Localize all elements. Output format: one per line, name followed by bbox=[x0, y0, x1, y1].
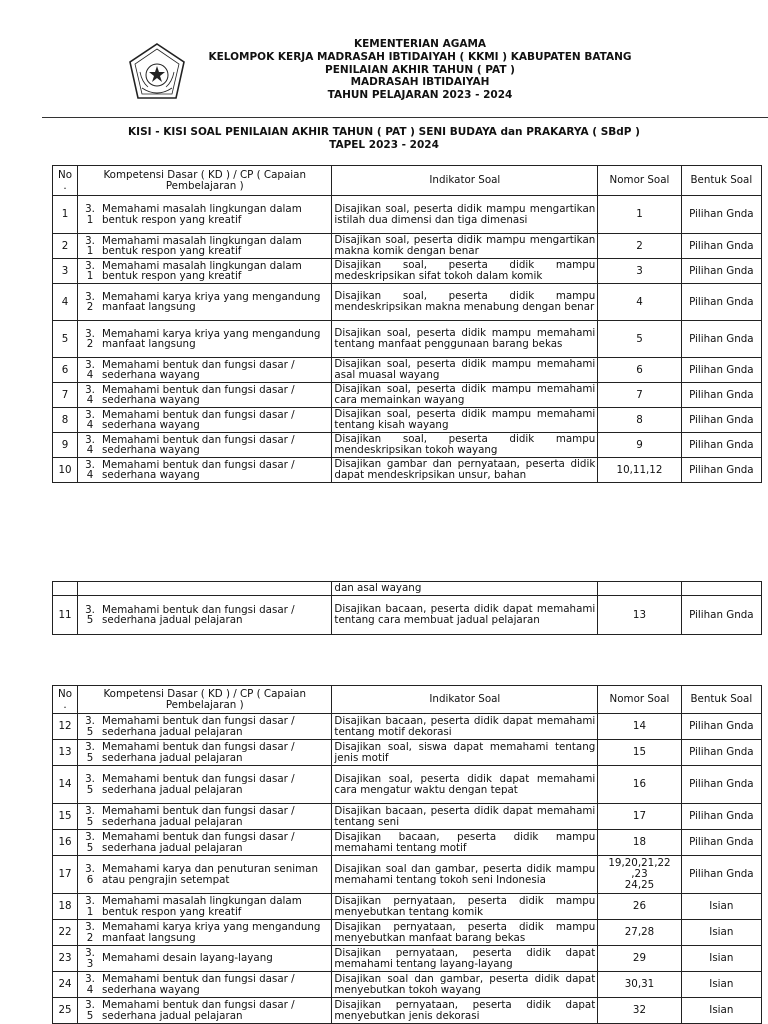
letterhead-line: PENILAIAN AKHIR TAHUN ( PAT ) bbox=[325, 63, 515, 76]
competency-cell bbox=[78, 946, 332, 972]
competency-wrap bbox=[80, 716, 329, 737]
indicator-cell: Disajikan soal dan gambar, peserta didik dapat menyebutkan tokoh wayang bbox=[332, 972, 598, 998]
question-type-cell: Pilihan Gnda bbox=[681, 458, 761, 483]
question-number-cell: 3 bbox=[598, 259, 681, 284]
competency-text: Memahami bentuk dan fungsi dasar / sederhana jadual pelajaran bbox=[102, 773, 295, 796]
question-number-cell: 27,28 bbox=[598, 920, 681, 946]
competency-wrap bbox=[80, 896, 329, 917]
column-header-indikator: Indikator Soal bbox=[332, 166, 598, 196]
indicator-cell: Disajikan soal, peserta didik mampu mengartikan istilah dua dimensi dan tiga dimenasi bbox=[332, 196, 598, 234]
row-number: 22 bbox=[53, 920, 78, 946]
competency-wrap bbox=[80, 774, 329, 795]
competency-text: Memahami bentuk dan fungsi dasar / sederhana wayang bbox=[102, 973, 295, 996]
competency-code: 3. 5 bbox=[85, 715, 95, 738]
table-row bbox=[53, 358, 762, 383]
indicator-cell: Disajikan soal, peserta didik mampu memahami tentang kisah wayang bbox=[332, 408, 598, 433]
competency-cell bbox=[78, 358, 332, 383]
question-type-cell: Pilihan Gnda bbox=[681, 766, 761, 804]
table-row bbox=[53, 856, 762, 894]
column-header-kd: Kompetensi Dasar ( KD ) / CP ( Capaian Pembelajaran ) bbox=[78, 686, 332, 714]
competency-text: Memahami bentuk dan fungsi dasar / sederhana jadual pelajaran bbox=[102, 715, 295, 738]
row-number: 17 bbox=[53, 856, 78, 894]
row-number: 10 bbox=[53, 458, 78, 483]
document-title-line: KISI - KISI SOAL PENILAIAN AKHIR TAHUN ( PAT ) SENI BUDAYA dan PRAKARYA ( SBdP ) bbox=[128, 126, 640, 138]
question-type-cell: Pilihan Gnda bbox=[681, 596, 761, 635]
table-header-row bbox=[53, 686, 762, 714]
question-number-cell: 26 bbox=[598, 894, 681, 920]
row-number: 11 bbox=[53, 596, 78, 635]
competency-cell bbox=[78, 920, 332, 946]
question-number-cell: 29 bbox=[598, 946, 681, 972]
indicator-cell: Disajikan soal, peserta didik mampu mengartikan makna komik dengan benar bbox=[332, 234, 598, 259]
table-row bbox=[53, 766, 762, 804]
question-type-cell: Pilihan Gnda bbox=[681, 830, 761, 856]
competency-cell bbox=[78, 196, 332, 234]
competency-wrap bbox=[80, 261, 329, 282]
row-number: 1 bbox=[53, 196, 78, 234]
letterhead-line: MADRASAH IBTIDAIYAH bbox=[350, 76, 490, 89]
competency-text: Memahami masalah lingkungan dalam bentuk respon yang kreatif bbox=[102, 259, 302, 282]
row-number bbox=[53, 582, 78, 596]
table-row bbox=[53, 408, 762, 433]
letterhead bbox=[0, 38, 768, 118]
competency-wrap bbox=[80, 864, 329, 885]
competency-code: 3. 4 bbox=[85, 408, 95, 431]
question-type-cell bbox=[681, 582, 761, 596]
competency-wrap bbox=[80, 742, 329, 763]
letterhead-line: KEMENTERIAN AGAMA bbox=[353, 38, 487, 50]
competency-code: 3. 4 bbox=[85, 383, 95, 406]
column-header-no: No . bbox=[53, 166, 78, 196]
competency-code: 3. 5 bbox=[85, 805, 95, 828]
competency-text: Memahami bentuk dan fungsi dasar / sederhana jadual pelajaran bbox=[102, 805, 295, 828]
competency-text: Memahami bentuk dan fungsi dasar / sederhana wayang bbox=[102, 383, 295, 406]
question-type-cell: Pilihan Gnda bbox=[681, 383, 761, 408]
competency-text: Memahami masalah lingkungan dalam bentuk respon yang kreatif bbox=[102, 203, 302, 226]
competency-cell bbox=[78, 234, 332, 259]
question-type-cell: Pilihan Gnda bbox=[681, 433, 761, 458]
question-type-cell: Pilihan Gnda bbox=[681, 284, 761, 321]
letterhead-divider bbox=[42, 117, 768, 118]
indicator-cell: Disajikan soal dan gambar, peserta didik mampu memahami tentang tokoh seni Indonesia bbox=[332, 856, 598, 894]
question-number-cell: 17 bbox=[598, 804, 681, 830]
row-number: 6 bbox=[53, 358, 78, 383]
row-number: 16 bbox=[53, 830, 78, 856]
competency-wrap bbox=[80, 460, 329, 481]
competency-text: Memahami bentuk dan fungsi dasar / sederhana wayang bbox=[102, 458, 295, 481]
document-subtitle-line: TAPEL 2023 - 2024 bbox=[329, 138, 439, 151]
question-type-cell: Pilihan Gnda bbox=[681, 714, 761, 740]
row-number: 4 bbox=[53, 284, 78, 321]
question-type-cell: Isian bbox=[681, 998, 761, 1024]
competency-code: 3. 5 bbox=[85, 603, 95, 626]
table-row bbox=[53, 714, 762, 740]
column-header-kd: Kompetensi Dasar ( KD ) / CP ( Capaian Pembelajaran ) bbox=[78, 166, 332, 196]
row-number: 15 bbox=[53, 804, 78, 830]
indicator-cell: Disajikan soal, peserta didik mampu memahami cara memainkan wayang bbox=[332, 383, 598, 408]
competency-wrap bbox=[80, 832, 329, 853]
row-number: 2 bbox=[53, 234, 78, 259]
competency-wrap bbox=[80, 360, 329, 381]
row-number: 9 bbox=[53, 433, 78, 458]
competency-cell bbox=[78, 408, 332, 433]
row-number: 8 bbox=[53, 408, 78, 433]
competency-wrap bbox=[80, 1000, 329, 1021]
table-row bbox=[53, 383, 762, 408]
competency-text: Memahami bentuk dan fungsi dasar / sederhana wayang bbox=[102, 408, 295, 431]
question-type-cell: Isian bbox=[681, 972, 761, 998]
indicator-cell: Disajikan soal, siswa dapat memahami tentang jenis motif bbox=[332, 740, 598, 766]
table-row bbox=[53, 259, 762, 284]
question-number-cell: 8 bbox=[598, 408, 681, 433]
competency-cell bbox=[78, 894, 332, 920]
indicator-cell: Disajikan bacaan, peserta didik dapat memahami tentang seni bbox=[332, 804, 598, 830]
column-header-bentuk: Bentuk Soal bbox=[681, 686, 761, 714]
table-row bbox=[53, 972, 762, 998]
table-row bbox=[53, 582, 762, 596]
question-number-cell bbox=[598, 582, 681, 596]
row-number: 12 bbox=[53, 714, 78, 740]
column-header-no: No . bbox=[53, 686, 78, 714]
competency-wrap bbox=[80, 806, 329, 827]
question-number-cell: 15 bbox=[598, 740, 681, 766]
column-header-bentuk: Bentuk Soal bbox=[681, 166, 761, 196]
competency-wrap bbox=[80, 435, 329, 456]
competency-wrap bbox=[80, 385, 329, 406]
indicator-cell: Disajikan gambar dan pernyataan, peserta didik dapat mendeskripsikan unsur, bahan bbox=[332, 458, 598, 483]
competency-text: Memahami bentuk dan fungsi dasar / sederhana jadual pelajaran bbox=[102, 603, 295, 626]
question-number-cell: 32 bbox=[598, 998, 681, 1024]
indicator-cell: dan asal wayang bbox=[332, 582, 598, 596]
row-number: 24 bbox=[53, 972, 78, 998]
question-type-cell: Isian bbox=[681, 946, 761, 972]
competency-text: Memahami bentuk dan fungsi dasar / sederhana jadual pelajaran bbox=[102, 999, 295, 1022]
indicator-cell: Disajikan pernyataan, peserta didik mampu menyebutkan manfaat barang bekas bbox=[332, 920, 598, 946]
competency-wrap bbox=[80, 922, 329, 943]
competency-code: 3. 1 bbox=[85, 895, 95, 918]
indicator-cell: Disajikan soal, peserta didik mampu mendeskripsikan tokoh wayang bbox=[332, 433, 598, 458]
competency-text: Memahami bentuk dan fungsi dasar / sederhana wayang bbox=[102, 358, 295, 381]
competency-code: 3. 5 bbox=[85, 773, 95, 796]
question-type-cell: Isian bbox=[681, 920, 761, 946]
row-number: 25 bbox=[53, 998, 78, 1024]
table-row bbox=[53, 740, 762, 766]
competency-cell bbox=[78, 972, 332, 998]
table-row bbox=[53, 830, 762, 856]
competency-wrap bbox=[80, 948, 329, 969]
letterhead-line: TAHUN PELAJARAN 2023 - 2024 bbox=[327, 89, 513, 102]
question-type-cell: Pilihan Gnda bbox=[681, 196, 761, 234]
indicator-cell: Disajikan soal, peserta didik dapat memahami cara mengatur waktu dengan tepat bbox=[332, 766, 598, 804]
question-number-cell: 4 bbox=[598, 284, 681, 321]
competency-cell bbox=[78, 856, 332, 894]
competency-wrap bbox=[80, 292, 329, 313]
question-type-cell: Pilihan Gnda bbox=[681, 321, 761, 358]
competency-code: 3. 5 bbox=[85, 999, 95, 1022]
letterhead-line: KELOMPOK KERJA MADRASAH IBTIDAIYAH ( KKMI ) KABUPATEN BATANG bbox=[208, 50, 632, 63]
table-row bbox=[53, 234, 762, 259]
competency-text: Memahami karya kriya yang mengandung manfaat langsung bbox=[102, 290, 321, 313]
competency-wrap bbox=[80, 974, 329, 995]
question-type-cell: Pilihan Gnda bbox=[681, 856, 761, 894]
column-header-indikator: Indikator Soal bbox=[332, 686, 598, 714]
competency-cell bbox=[78, 284, 332, 321]
competency-text: Memahami karya kriya yang mengandung manfaat langsung bbox=[102, 921, 321, 944]
question-type-cell: Pilihan Gnda bbox=[681, 234, 761, 259]
competency-cell bbox=[78, 766, 332, 804]
row-number: 13 bbox=[53, 740, 78, 766]
question-number-cell: 18 bbox=[598, 830, 681, 856]
column-header-nomor: Nomor Soal bbox=[598, 686, 681, 714]
question-type-cell: Pilihan Gnda bbox=[681, 804, 761, 830]
competency-code: 3. 4 bbox=[85, 433, 95, 456]
competency-code: 3. 1 bbox=[85, 259, 95, 282]
indicator-cell: Disajikan soal, peserta didik mampu mendeskripsikan makna menabung dengan benar bbox=[332, 284, 598, 321]
question-number-cell: 5 bbox=[598, 321, 681, 358]
question-number-cell: 30,31 bbox=[598, 972, 681, 998]
table-row bbox=[53, 894, 762, 920]
competency-cell bbox=[78, 804, 332, 830]
kisi-table-3 bbox=[52, 685, 762, 1024]
competency-cell bbox=[78, 259, 332, 284]
competency-cell bbox=[78, 433, 332, 458]
competency-code: 3. 4 bbox=[85, 458, 95, 481]
question-number-cell: 13 bbox=[598, 596, 681, 635]
competency-text: Memahami bentuk dan fungsi dasar / sederhana jadual pelajaran bbox=[102, 741, 295, 764]
competency-code: 3. 2 bbox=[85, 921, 95, 944]
indicator-cell: Disajikan pernyataan, peserta didik dapat memahami tentang layang-layang bbox=[332, 946, 598, 972]
competency-wrap bbox=[80, 329, 329, 350]
document-title bbox=[0, 126, 768, 151]
competency-cell bbox=[78, 740, 332, 766]
table-row bbox=[53, 321, 762, 358]
kisi-table-2 bbox=[52, 581, 762, 635]
indicator-cell: Disajikan bacaan, peserta didik mampu memahami tentang motif bbox=[332, 830, 598, 856]
question-number-cell: 2 bbox=[598, 234, 681, 259]
competency-code: 3. 3 bbox=[85, 947, 95, 970]
row-number: 7 bbox=[53, 383, 78, 408]
competency-cell bbox=[78, 582, 332, 596]
indicator-cell: Disajikan soal, peserta didik mampu medeskripsikan sifat tokoh dalam komik bbox=[332, 259, 598, 284]
row-number: 23 bbox=[53, 946, 78, 972]
table-row bbox=[53, 284, 762, 321]
row-number: 5 bbox=[53, 321, 78, 358]
competency-cell bbox=[78, 596, 332, 635]
row-number: 14 bbox=[53, 766, 78, 804]
question-number-cell: 16 bbox=[598, 766, 681, 804]
competency-wrap bbox=[80, 204, 329, 225]
table-row bbox=[53, 433, 762, 458]
indicator-cell: Disajikan pernyataan, peserta didik mampu menyebutkan tentang komik bbox=[332, 894, 598, 920]
question-type-cell: Pilihan Gnda bbox=[681, 408, 761, 433]
table-row bbox=[53, 998, 762, 1024]
competency-code: 3. 5 bbox=[85, 831, 95, 854]
competency-code: 3. 5 bbox=[85, 741, 95, 764]
row-number: 3 bbox=[53, 259, 78, 284]
question-type-cell: Pilihan Gnda bbox=[681, 358, 761, 383]
letterhead-text bbox=[160, 38, 680, 102]
table-row bbox=[53, 458, 762, 483]
competency-wrap bbox=[80, 410, 329, 431]
competency-text: Memahami masalah lingkungan dalam bentuk respon yang kreatif bbox=[102, 895, 302, 918]
question-number-cell: 9 bbox=[598, 433, 681, 458]
table-row bbox=[53, 920, 762, 946]
competency-code: 3. 2 bbox=[85, 327, 95, 350]
competency-text: Memahami bentuk dan fungsi dasar / sederhana wayang bbox=[102, 433, 295, 456]
table-row bbox=[53, 946, 762, 972]
question-number-cell: 6 bbox=[598, 358, 681, 383]
question-type-cell: Pilihan Gnda bbox=[681, 259, 761, 284]
question-number-cell: 10,11,12 bbox=[598, 458, 681, 483]
competency-cell bbox=[78, 830, 332, 856]
competency-code: 3. 1 bbox=[85, 203, 95, 226]
competency-code: 3. 1 bbox=[85, 234, 95, 257]
competency-code: 3. 6 bbox=[85, 863, 95, 886]
question-number-cell: 7 bbox=[598, 383, 681, 408]
competency-code: 3. 4 bbox=[85, 973, 95, 996]
question-number-cell: 14 bbox=[598, 714, 681, 740]
competency-code: 3. 4 bbox=[85, 358, 95, 381]
table-header-row bbox=[53, 166, 762, 196]
indicator-cell: Disajikan bacaan, peserta didik dapat memahami tentang motif dekorasi bbox=[332, 714, 598, 740]
kisi-table-1 bbox=[52, 165, 762, 483]
question-number-cell: 19,20,21,22 ,23 24,25 bbox=[598, 856, 681, 894]
row-number: 18 bbox=[53, 894, 78, 920]
question-number-cell: 1 bbox=[598, 196, 681, 234]
competency-cell bbox=[78, 321, 332, 358]
competency-text: Memahami desain layang-layang bbox=[102, 952, 273, 965]
table-row bbox=[53, 804, 762, 830]
table-row bbox=[53, 596, 762, 635]
indicator-cell: Disajikan soal, peserta didik mampu memahami asal muasal wayang bbox=[332, 358, 598, 383]
competency-wrap bbox=[80, 236, 329, 257]
competency-cell bbox=[78, 998, 332, 1024]
indicator-cell: Disajikan pernyataan, peserta didik dapat menyebutkan jenis dekorasi bbox=[332, 998, 598, 1024]
competency-wrap bbox=[80, 605, 329, 626]
competency-cell bbox=[78, 383, 332, 408]
competency-cell bbox=[78, 458, 332, 483]
table-row bbox=[53, 196, 762, 234]
competency-text: Memahami bentuk dan fungsi dasar / sederhana jadual pelajaran bbox=[102, 831, 295, 854]
indicator-cell: Disajikan bacaan, peserta didik dapat memahami tentang cara membuat jadual pelajaran bbox=[332, 596, 598, 635]
question-type-cell: Isian bbox=[681, 894, 761, 920]
competency-text: Memahami karya kriya yang mengandung manfaat langsung bbox=[102, 327, 321, 350]
column-header-nomor: Nomor Soal bbox=[598, 166, 681, 196]
competency-text: Memahami masalah lingkungan dalam bentuk respon yang kreatif bbox=[102, 234, 302, 257]
competency-text: Memahami karya dan penuturan seniman atau pengrajin setempat bbox=[102, 863, 319, 886]
competency-code: 3. 2 bbox=[85, 290, 95, 313]
question-type-cell: Pilihan Gnda bbox=[681, 740, 761, 766]
indicator-cell: Disajikan soal, peserta didik mampu memahami tentang manfaat penggunaan barang bekas bbox=[332, 321, 598, 358]
competency-cell bbox=[78, 714, 332, 740]
